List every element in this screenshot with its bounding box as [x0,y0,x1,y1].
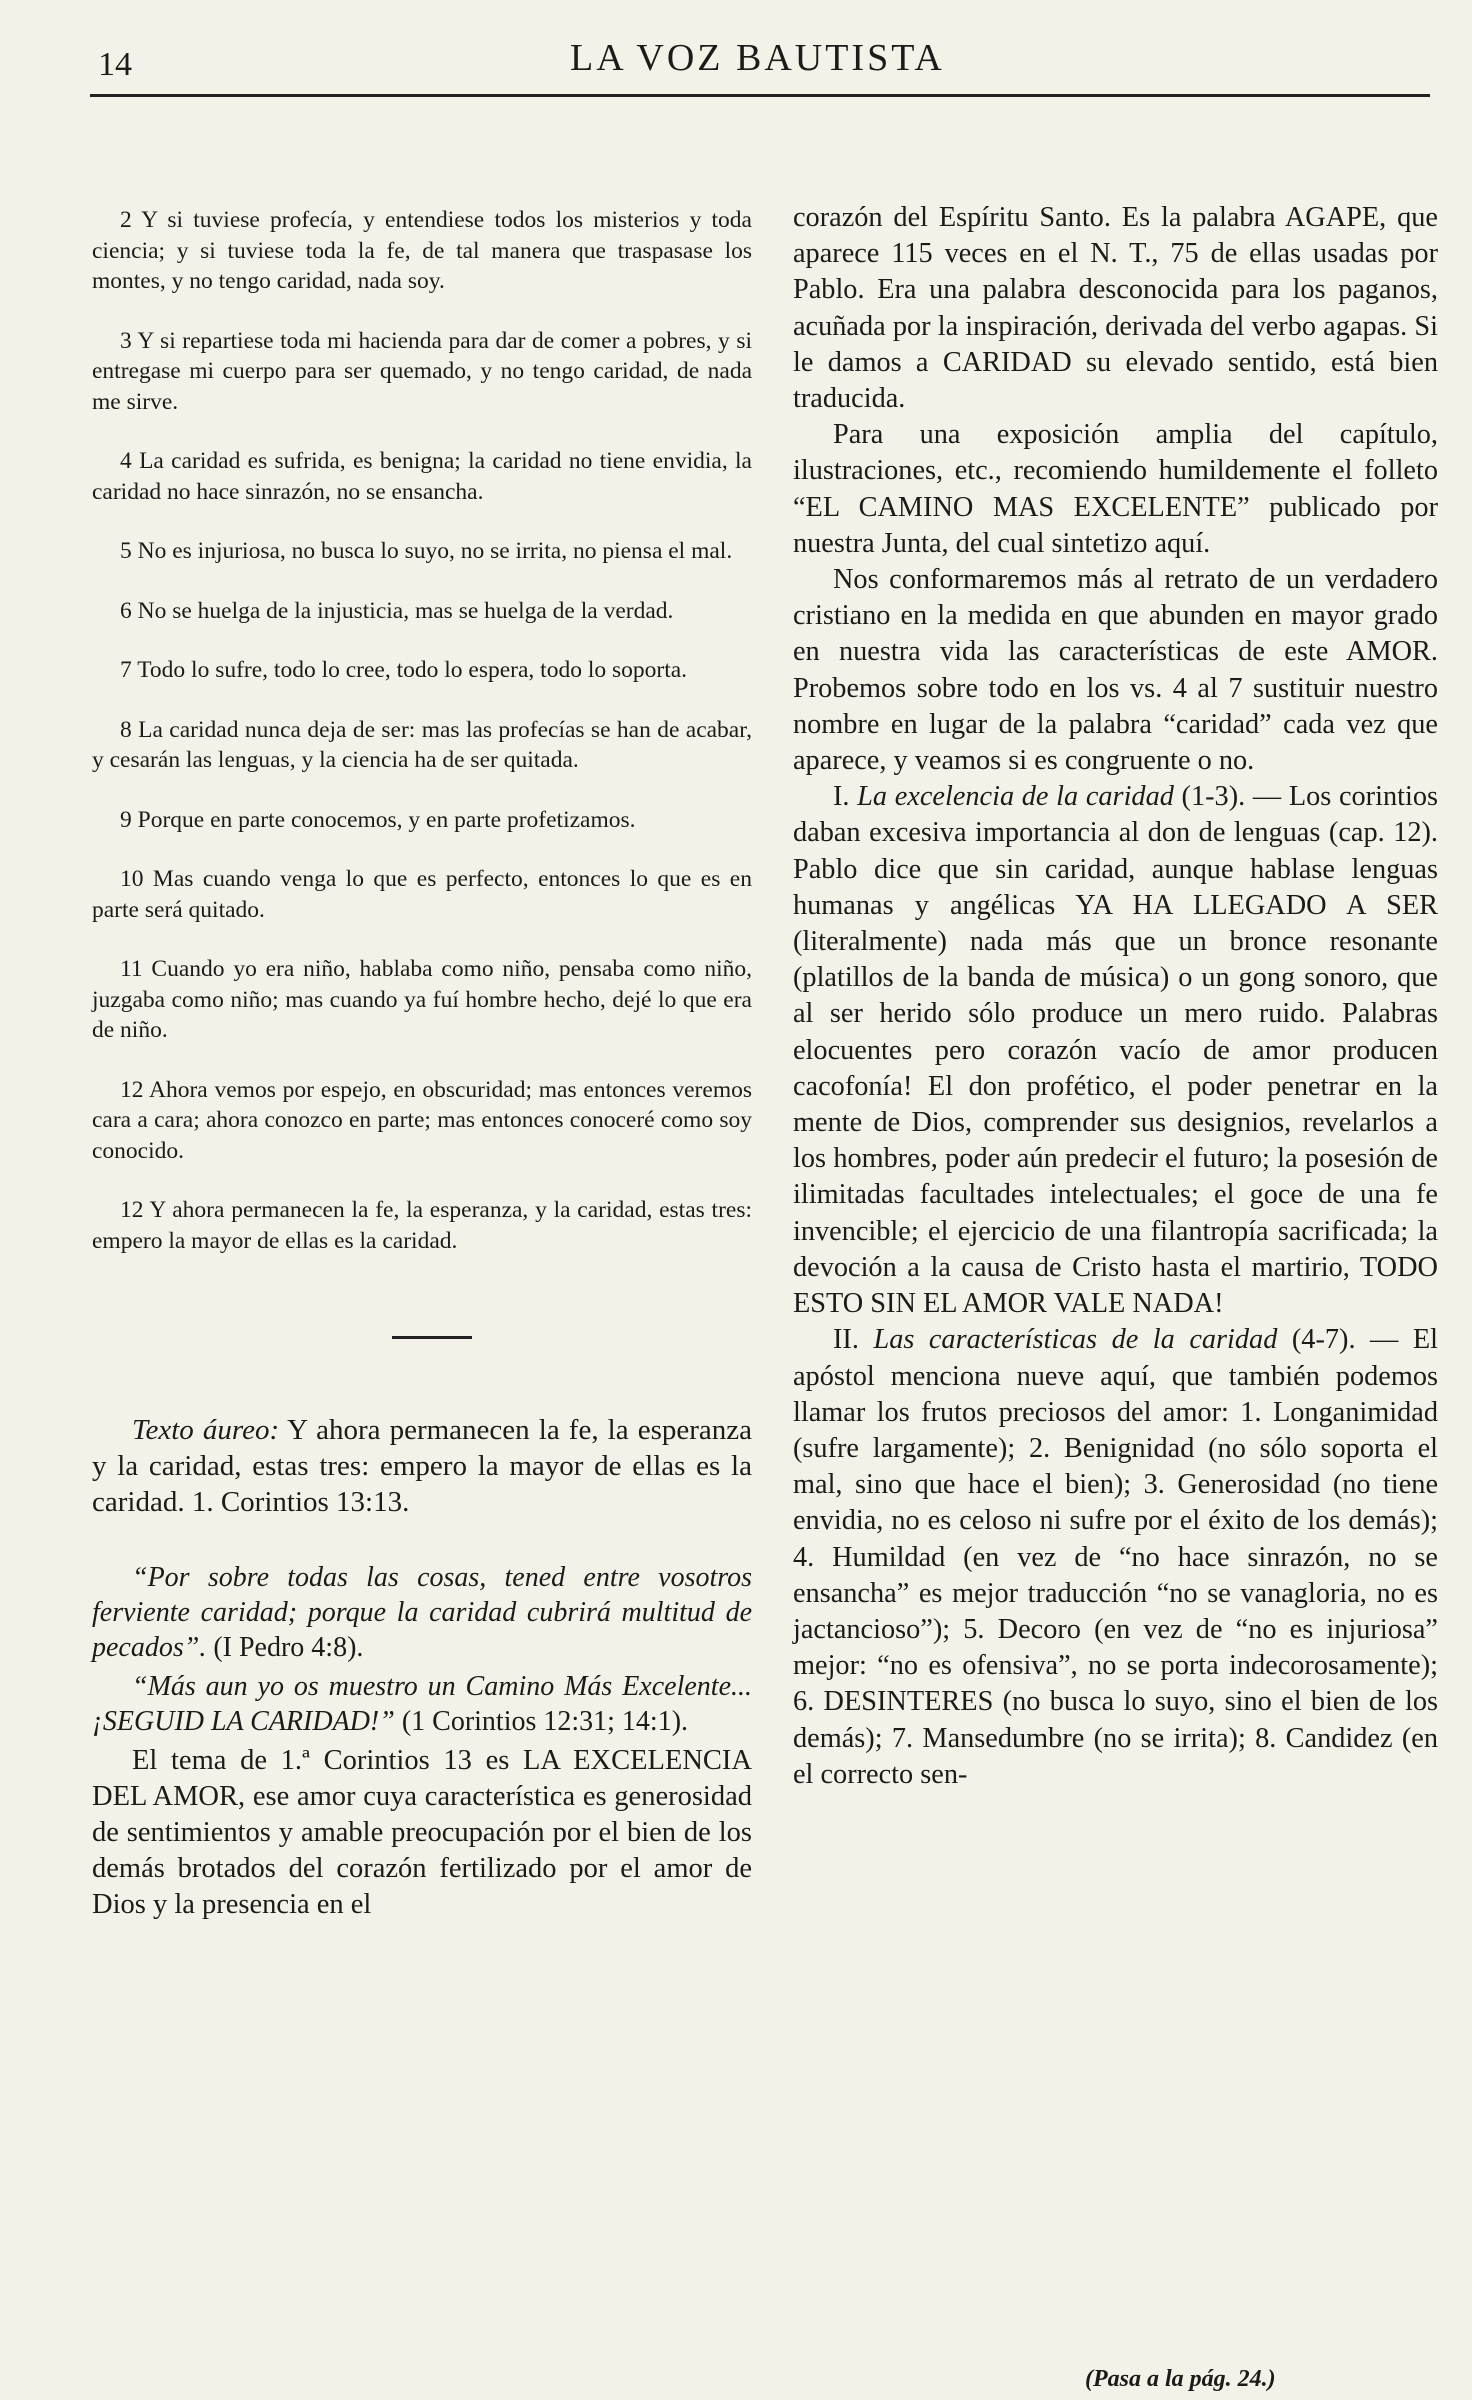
verse-3: 3 Y si repartiese toda mi hacienda para dar de comer a pobres, y si entregase mi cuerpo para ser quemado, y no tengo caridad, de nada me sirve. [92,327,752,415]
quote-peter-ref: (I Pedro 4:8). [206,1632,364,1663]
verse-6: 6 No se huelga de la injusticia, mas se huelga de la verdad. [120,597,674,624]
verse-7: 7 Todo lo sufre, todo lo cree, todo lo espera, todo lo soporta. [120,657,688,683]
section-excellence-text: (1-3). — Los corintios daban excesiva importancia al don de lenguas (cap. 12). Pablo dice que sin caridad, aunque hablase lenguas humanas y angélicas YA HA LLEGADO A SER (literalmente) nada más que un bronce resonante (platillos de la banda de música) o un gong sonoro, que al ser herido sólo produce un mero ruido. Palabras elocuentes pero corazón vacío de amor producen cacofonía! El don profético, el poder penetrar en la mente de Dios, comprender sus designios, revelarlos a los hombres, poder aún predecir el futuro; la posesión de ilimitadas facultades intelectuales; el goce de una fe invencible; el ejercicio de una filantropía sacrificada; la devoción a la causa de Cristo hasta el martirio, TODO ESTO SIN EL AMOR VALE NADA! [793,781,1438,1320]
quote-corinthians-ref: (1 Corintios 12:31; 14:1). [394,1706,689,1737]
booklet-paragraph: Para una exposición amplia del capítulo, ilustraciones, etc., recomiendo humildemente el folleto “EL CAMINO MAS EXCELENTE” publicado por nuestra Junta, del cual sintetizo aquí. [793,419,1438,559]
quote-peter [92,1560,752,1665]
continued-note: (Pasa a la pág. 24.) [1085,2366,1276,2392]
left-column [92,205,752,1923]
page-number: 14 [98,46,132,83]
quote-peter-text: “Por sobre todas las cosas, tened entre vosotros ferviente caridad; porque la caridad cubrirá multitud de pecados”. [92,1562,752,1663]
verse-10: 10 Mas cuando venga lo que es perfecto, entonces lo que es en parte será quitado. [92,866,752,923]
section-excellence [793,779,1438,1322]
golden-verse: Y ahora permanecen la fe, la esperanza y la caridad, estas tres: empero la mayor de ellas es la caridad. 1. Corintios 13:13. [92,1414,752,1518]
verse-13: 12 Y ahora permanecen la fe, la esperanza, y la caridad, estas tres: empero la mayor de ellas es la caridad. [92,1197,752,1254]
header-rule [90,94,1430,97]
verse-4: 4 La caridad es sufrida, es benigna; la caridad no tiene envidia, la caridad no hace sinrazón, no se ensancha. [92,448,752,505]
section-characteristics-title: Las características de la caridad [873,1324,1278,1356]
verse-12: 12 Ahora vemos por espejo, en obscuridad; mas entonces veremos cara a cara; ahora conozco en parte; mas entonces conoceré como soy conocido. [92,1076,752,1164]
verse-2: 2 Y si tuviese profecía, y entendiese todos los misterios y toda ciencia; y si tuviese toda la fe, de tal manera que traspasase los montes, y no tengo caridad, nada soy. [92,207,752,294]
verse-5: 5 No es injuriosa, no busca lo suyo, no se irrita, no piensa el mal. [120,538,733,564]
golden-text [92,1412,752,1520]
section-excellence-num: I. [833,781,858,813]
section-characteristics-text: (4-7). — El apóstol menciona nueve aquí, que también podemos llamar los frutos preciosos del amor: 1. Longanimidad (sufre largamente); 2. Benignidad (no sólo soporta el mal, sino que hace el bien); 3. Generosidad (no tiene envidia, no es celoso ni sufre por el éxito de los demás); 4. Humildad (en vez de “no hace sinrazón, no se ensancha” es mejor traducción “no se vanagloria, no es jactancioso”); 5. Decoro (en vez de “no es injuriosa” mejor: “no es ofensiva”, no se porta indecorosamente); 6. DESINTERES (no busca lo suyo, sino el bien de los demás); 7. Mansedumbre (no se irrita); 8. Candidez (en el correcto sen- [793,1324,1439,1790]
intro-paragraph: El tema de 1.ª Corintios 13 es LA EXCELENCIA DEL AMOR, ese amor cuya característica es generosidad de sentimientos y amable preocupación por el bien de los demás brotados del corazón fertilizado por el amor de Dios y la presencia en el [92,1745,752,1920]
verse-11: 11 Cuando yo era niño, hablaba como niño, pensaba como niño, juzgaba como niño; mas cuando ya fuí hombre hecho, dejé lo que era de niño. [92,956,752,1043]
quote-corinthians [92,1669,752,1739]
journal-title: LA VOZ BAUTISTA [570,37,945,79]
golden-label: Texto áureo: [132,1414,280,1446]
section-divider [392,1336,472,1339]
section-characteristics [793,1322,1438,1793]
section-excellence-title: La excelencia de la caridad [857,781,1174,813]
quote-corinthians-text: “Más aun yo os muestro un Camino Más Excelente... ¡SEGUID LA CARIDAD!” [92,1671,752,1737]
agape-paragraph: corazón del Espíritu Santo. Es la palabra AGAPE, que aparece 115 veces en el N. T., 75 de ellas usadas por Pablo. Era una palabra desconocida para los paganos, acuñada por la inspiración, derivada del verbo agapas. Si le damos a CARIDAD su elevado sentido, está bien traducida. [793,202,1438,415]
verse-8: 8 La caridad nunca deja de ser: mas las profecías se han de acabar, y cesarán las lenguas, y la ciencia ha de ser quitada. [92,716,752,773]
section-characteristics-num: II. [833,1324,874,1356]
page-header [90,28,1430,98]
verse-9: 9 Porque en parte conocemos, y en parte profetizamos. [120,806,636,833]
right-column [793,200,1438,1793]
portrait-paragraph: Nos conformaremos más al retrato de un verdadero cristiano en la medida en que abunden en mayor grado en nuestra vida las características de este AMOR. Probemos sobre todo en los vs. 4 al 7 sustituir nuestro nombre en lugar de la palabra “caridad” cada vez que aparece, y veamos si es congruente o no. [793,564,1438,777]
